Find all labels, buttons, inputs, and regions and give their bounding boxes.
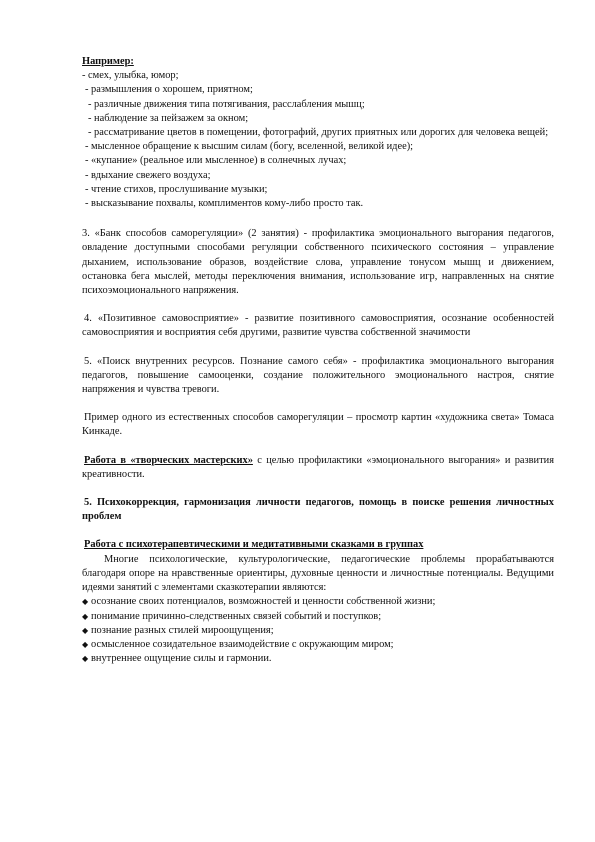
fairy-heading: Работа с психотерапевтическими и медитативными сказками в группах bbox=[84, 539, 424, 551]
workshop-paragraph bbox=[82, 454, 554, 482]
list-item-text: понимание причинно-следственных связей событий и поступков; bbox=[91, 610, 382, 622]
section-5b: 5. Психокоррекция, гармонизация личности педагогов, помощь в поиске решения личностных проблем bbox=[82, 497, 554, 523]
list-item: - чтение стихов, прослушивание музыки; bbox=[85, 183, 268, 195]
list-item: - вдыхание свежего воздуха; bbox=[85, 169, 211, 181]
fairy-paragraph: Многие психологические, культурологические, педагогические проблемы прорабатываются благодаря опоре на нравственные ориентиры, духовные ценности и личностные потенциалы. Ведущими идеями занятий с элементами сказкотерапии являются: bbox=[82, 553, 554, 594]
list-item: - наблюдение за пейзажем за окном; bbox=[88, 112, 249, 124]
list-item bbox=[82, 638, 554, 652]
workshop-underlined: Работа в «творческих мастерских» bbox=[84, 454, 253, 466]
list-item-text: познание разных стилей мироощущения; bbox=[91, 624, 274, 636]
workshop-rest: с целью профилактики «эмоционального выгорания» и развития креативности. bbox=[82, 454, 554, 480]
list-item-text: осмысленное созидательное взаимодействие с окружающим миром; bbox=[91, 638, 394, 650]
diamond-bullet-icon: ◆ bbox=[82, 597, 89, 607]
list-item-text: - рассматривание цветов в помещении, фотографий, других приятных или дорогих для человека вещей; bbox=[88, 127, 549, 139]
list-item: - мысленное обращение к высшим силам (богу, вселенной, великой идее); bbox=[85, 141, 414, 153]
list-item bbox=[82, 595, 554, 609]
list-item: - «купание» (реальное или мысленное) в солнечных лучах; bbox=[85, 155, 347, 167]
list-item: - высказывание похвалы, комплиментов кому-либо просто так. bbox=[85, 198, 364, 210]
list-item bbox=[82, 652, 554, 666]
section-5: 5. «Поиск внутренних ресурсов. Познание самого себя» - профилактика эмоционального выгорания педагогов, повышение самооценки, создание положительного эмоционального настроя, снятие напряжения и чувства тревоги. bbox=[82, 355, 554, 396]
ideas-list bbox=[82, 595, 554, 666]
section-4: 4. «Позитивное самовосприятие» - развитие позитивного самовосприятия, осознание особенностей самовосприятия и восприятия себя другими, развитие чувства собственной значимости bbox=[82, 313, 554, 339]
list-item bbox=[82, 624, 554, 638]
section-3 bbox=[82, 227, 554, 298]
list-item: - смех, улыбка, юмор; bbox=[82, 70, 179, 82]
example-heading: Например: bbox=[82, 56, 134, 67]
list-item-text: внутреннее ощущение силы и гармонии. bbox=[91, 653, 272, 665]
list-item-text: осознание своих потенциалов, возможностей и ценности собственной жизни; bbox=[91, 596, 436, 608]
diamond-bullet-icon: ◆ bbox=[82, 625, 89, 635]
list-item: - размышления о хорошем, приятном; bbox=[85, 84, 253, 96]
diamond-bullet-icon: ◆ bbox=[82, 611, 89, 621]
list-item bbox=[82, 610, 554, 624]
example-painter: Пример одного из естественных способов саморегуляции – просмотр картин «художника света» Томаса Кинкаде. bbox=[82, 412, 554, 438]
diamond-bullet-icon: ◆ bbox=[82, 639, 89, 649]
list-item: - различные движения типа потягивания, расслабления мышц; bbox=[88, 98, 365, 110]
section-3-text: 3. «Банк способов саморегуляции» (2 занятия) - профилактика эмоционального выгорания педагогов, овладение доступными способами регуляции собственного психического состояния – управление дыханием, использование образов, воздействие слова, управление тонусом мышц и движением, остановка бега мыслей, методы переключения внимания, использование игр, направленных на снятие психоэмоционального напряжения. bbox=[82, 228, 554, 297]
example-list bbox=[82, 69, 554, 211]
diamond-bullet-icon: ◆ bbox=[82, 654, 89, 664]
document-content bbox=[82, 55, 554, 666]
list-item bbox=[76, 126, 554, 140]
